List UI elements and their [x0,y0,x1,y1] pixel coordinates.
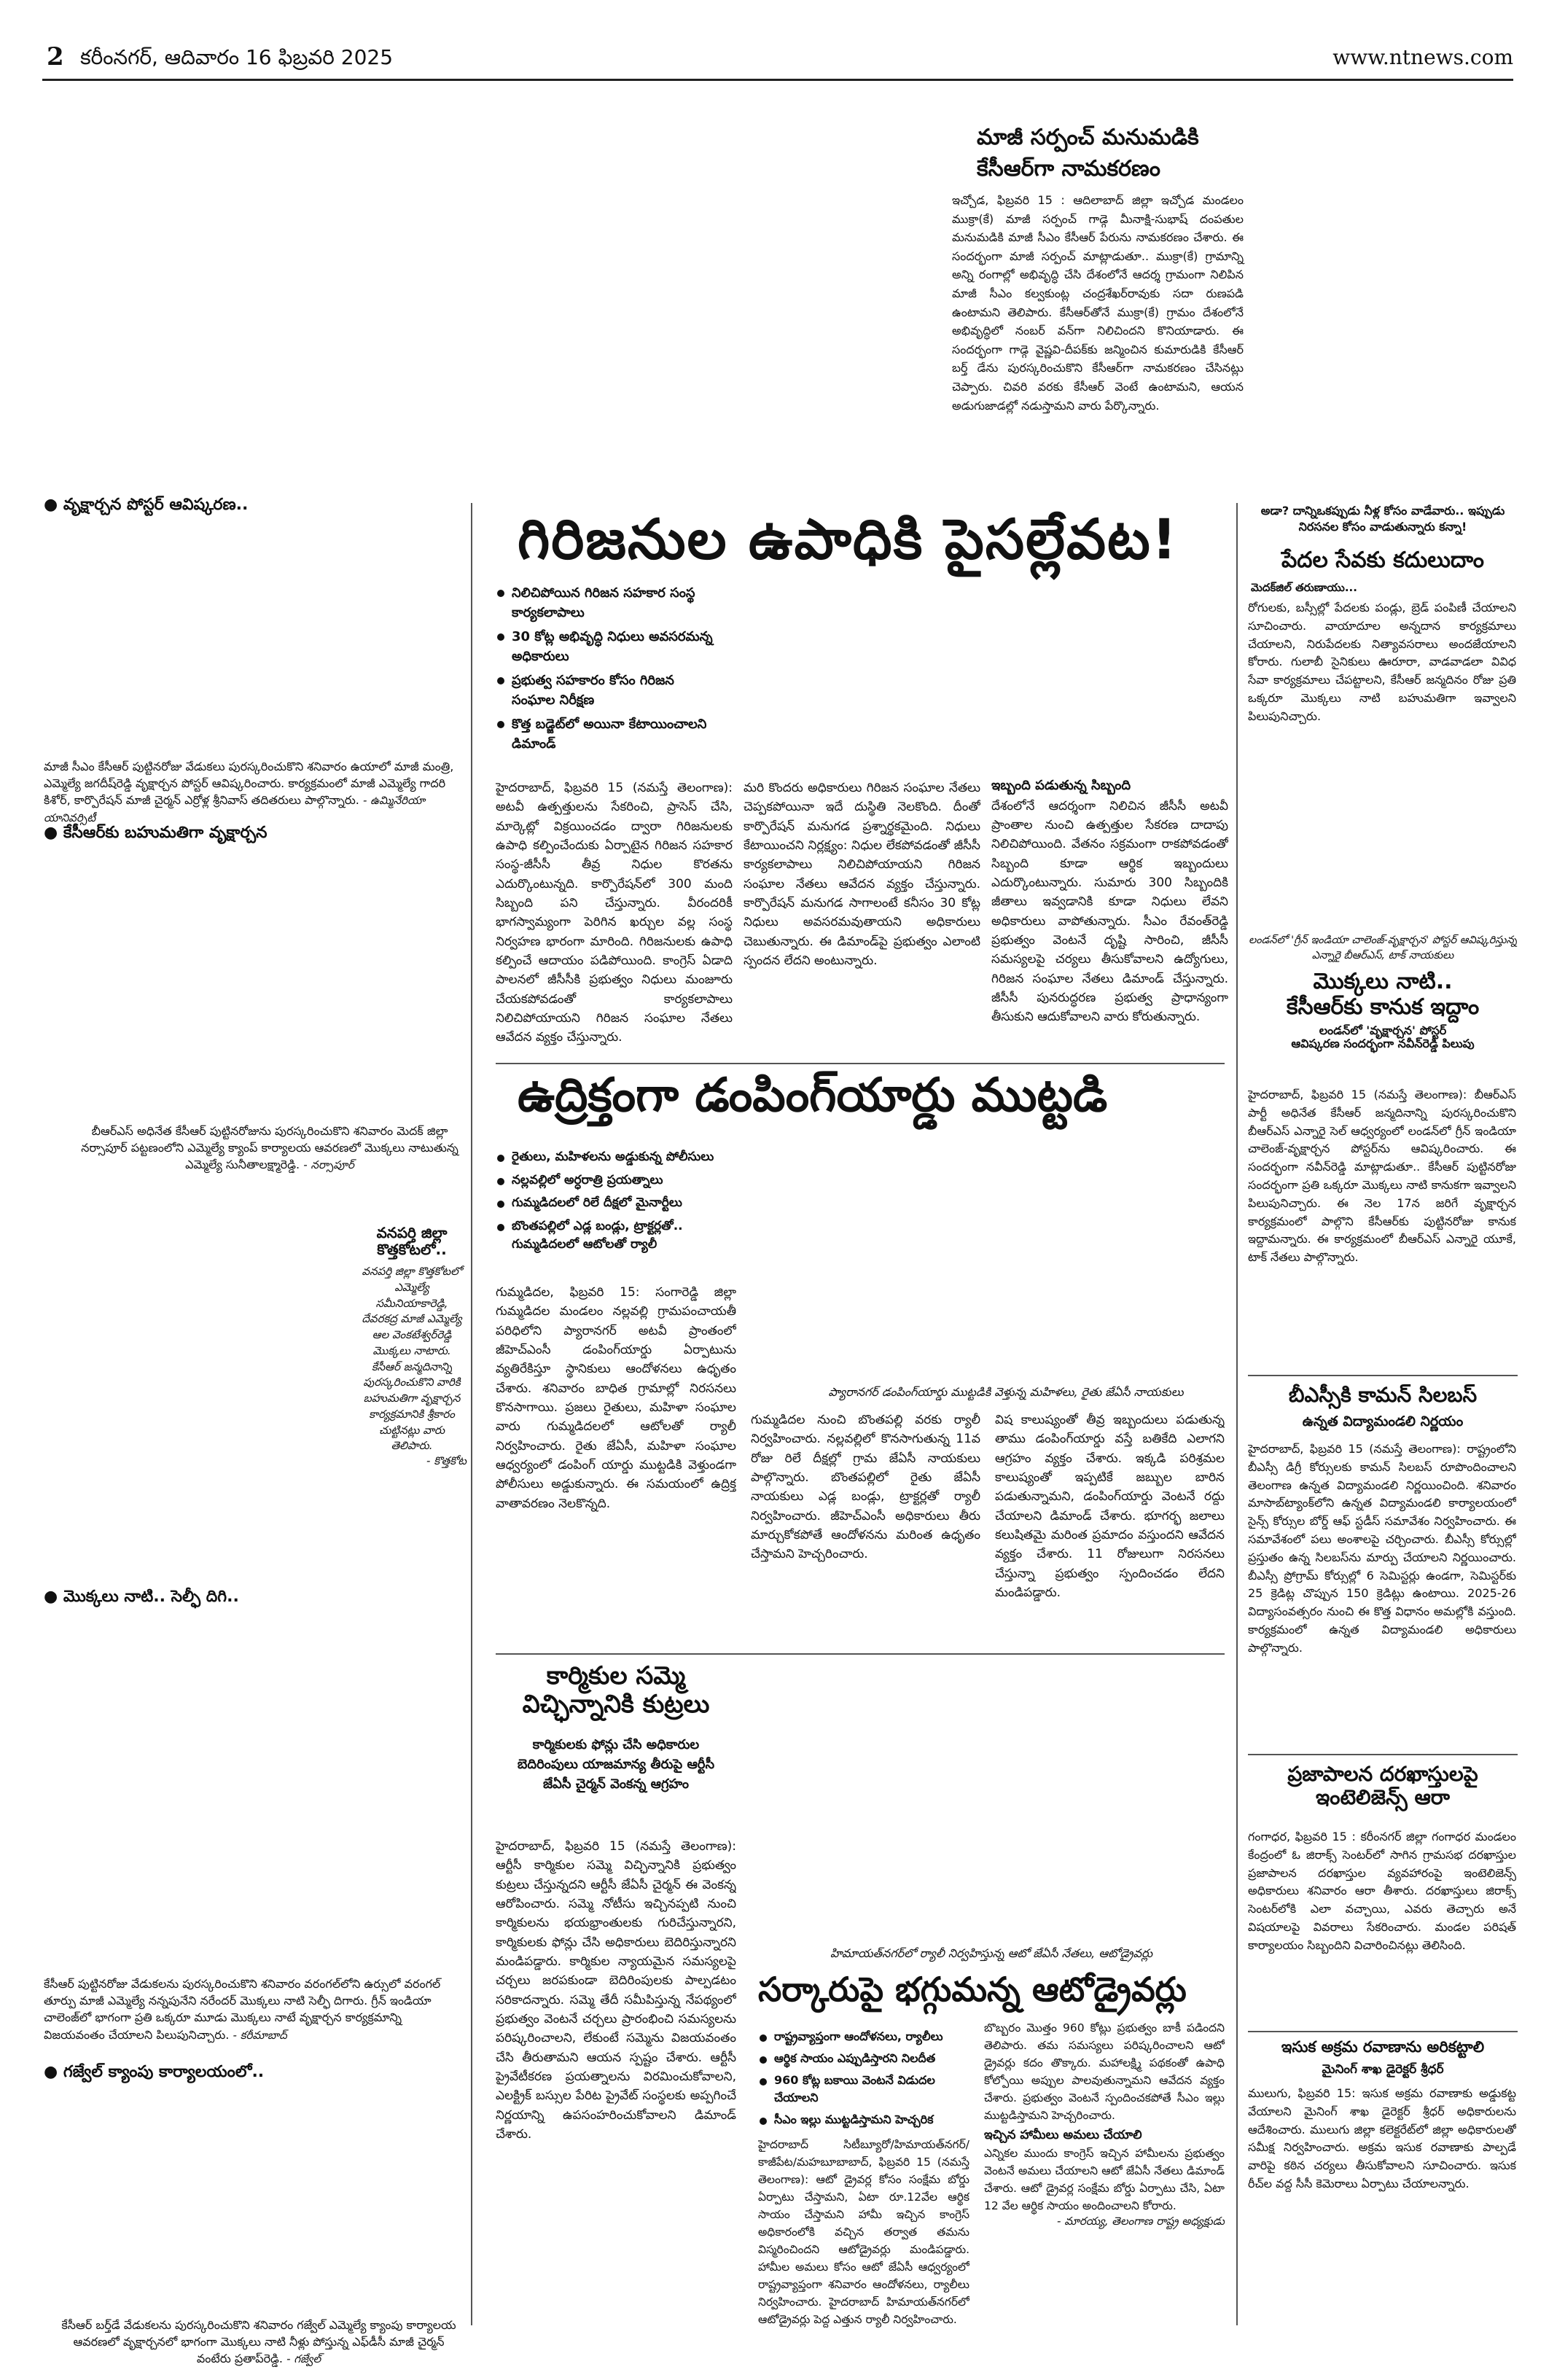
auto-bullet: ఆర్థిక సాయం ఎప్పుడిస్తారని నిలదీత [758,2050,969,2067]
right-story-4-headline-2: ఇంటెలిజెన్స్ ఆరా [1315,1785,1451,1810]
tribal-col-2-wrap [744,779,980,1056]
left-caption-1-text: మాజీ సీఎం కేసీఆర్ పుట్టినరోజు వేడుకలు పురస్కరించుకొని శనివారం ఉయాలో మాజీ మంత్రి, ఎమ్మెల్యే జగదీష్‌రెడ్డి వృక్షార్చన పోస్టర్ ఆవిష్కరించారు. కార్యక్రమంలో మాజీ ఎమ్మెల్యే గాదరి కిశోర్, కార్పొరేషన్ మాజీ చైర్మన్ ఎర్రోళ్ల శ్రీనివాస్ తదితరులు పాల్గొన్నారు. [44,760,454,808]
left-label-1: ● వృక్షార్చన పోస్టర్ ఆవిష్కరణ.. [44,496,467,518]
right-story-1-sub: మెదక్‌జిల్ తరుణాయు... [1251,581,1357,594]
auto-photo [751,1662,1225,1939]
top-story-body: ఇచ్చోడ, ఫిబ్రవరి 15 : ఆదిలాబాద్ జిల్లా ఇచ్చోడ మండలం ముక్రా(కే) మాజీ సర్పంచ్ గాడ్గె మీనాక్షి-సుభాష్ దంపతుల మనుమడికి మాజీ సీఎం కేసీఆర్ పేరును నామకరణం చేశారు. ఈ సందర్భంగా మాజీ సర్పంచ్ మాట్లాడుతూ.. ముక్రా(కే) గ్రామాన్ని అన్ని రంగాల్లో అభివృద్ధి చేసి దేశంలోనే ఆదర్శ గ్రామంగా నిలిపిన మాజీ సీఎం కల్వకుంట్ల చంద్రశేఖర్‌రావుకు సదా రుణపడి ఉంటామని తెలిపారు. కేసీఆర్‌తోనే ముక్రా(కే) గ్రామం దేశంలోనే అభివృద్ధిలో నంబర్ వన్‌గా నిలిచిందని కొనియాడారు. ఈ సందర్భంగా గాడ్గె వైష్ణవి-దీపక్‌కు జన్మించిన కుమారుడికి కేసీఆర్ బర్త్ డేను పురస్కరించుకొని కేసీఆర్‌గా నామకరణం చేసినట్లు చెప్పారు. చివరి వరకు కేసీఆర్ వెంటే ఉంటామని, ఆయన అడుగుజాడల్లో నడుస్తామని వారు పేర్కొన్నారు. [952,193,1244,413]
dumping-bullets [496,1148,736,1259]
right-story-1-headline: పేదల సేవకు కదులుదాం [1281,547,1485,573]
dumping-bottom-rule [496,1653,1225,1655]
right-rule-2 [1248,1754,1518,1755]
auto-bullet: సీఎం ఇల్లు ముట్టడిస్తామని హెచ్చరిక [758,2111,969,2129]
auto-credit: - మారయ్య, తెలంగాణ రాష్ట్ర అధ్యక్షుడు [1057,2214,1225,2228]
right-photo-1 [1248,124,1518,488]
dumping-photo-caption: ప్యారానగర్ డంపింగ్‌యార్డు ముట్టడికి వెళ్తున్న మహిళలు, రైతు జేఏసీ నాయకులు [828,1385,1184,1399]
left-credit-1: - ఉమ్మినేరియా యానివర్సిటీ [44,794,426,825]
tribal-bottom-rule [496,1063,1225,1064]
left-photo-3 [44,1203,350,1582]
left-label-4: ● గజ్వేల్ క్యాంపు కార్యాలయంలో.. [44,2063,459,2085]
right-story-2-kicker: లండన్‌లో 'గ్రీన్ ఇండియా చాలెంజ్-వృక్షార్చన' పోస్టర్ ఆవిష్కరిస్తున్న ఎన్నారై బీఆర్‌ఎస్, టాక్ నాయకులు [1249,935,1517,962]
left-photo-5 [44,2092,459,2311]
tribal-col-3-head: ఇబ్బంది పడుతున్న సిబ్బంది [991,779,1131,793]
left-caption-2-text: బీఆర్‌ఎస్ అధినేత కేసీఆర్ పుట్టినరోజును పురస్కరించుకొని శనివారం మెదక్ జిల్లా నర్సాపూర్ పట్టణంలోని ఎమ్మెల్యే క్యాంప్ కార్యాలయ ఆవరణలో మొక్కలు నాటుతున్న ఎమ్మెల్యే సునీతాలక్ష్మారెడ్డి. [81,1124,458,1172]
workers-headline [496,1662,736,1719]
right-story-4-body: గంగాధర, ఫిబ్రవరి 15 : కరీంనగర్ జిల్లా గంగాధర మండలం కేంద్రంలో ఓ జిరాక్స్ సెంటర్‌లో సాగిన గ్రామసభ దరఖాస్తుల ప్రజాపాలన దరఖాస్తుల వ్యవహారంపై ఇంటెలిజెన్స్ అధికారులు శనివారం ఆరా తీశారు. దరఖాస్తులు జిరాక్స్ సెంటర్‌లోకి ఎలా వచ్చాయి, ఎవరు తెచ్చారు అనే విషయాలపై వివరాలు సేకరించారు. మండల పరిషత్ కార్యాలయం సిబ్బందిని విచారించినట్లు తెలిసింది. [1248,1830,1516,1952]
left-caption-2 [80,1123,459,1174]
right-story-5-headline: ఇసుక అక్రమ రవాణాను అరికట్టాలి [1281,2038,1485,2056]
auto-col-2-wrap [984,2019,1225,2347]
tribal-col-3: దేశంలోనే ఆదర్శంగా నిలిచిన జీసీసీ అటవీ ప్రాంతాల నుంచి ఉత్పత్తుల సేకరణ దాదాపు నిలిచిపోయింది. వేతనం సక్రమంగా రాకపోవడంతో సిబ్బంది కూడా ఆర్థిక ఇబ్బందులు ఎదుర్కొంటున్నారు. సుమారు 300 సిబ్బందికి జీతాలు ఇవ్వడానికి కూడా నిధులు లేవని అధికారులు వాపోతున్నారు. సీఎం రేవంత్‌రెడ్డి ప్రభుత్వం వెంటనే దృష్టి సారించి, జీసీసీ సమస్యలపై చర్యలు తీసుకోవాలని ఉద్యోగులు, గిరిజన సంఘాల నేతలు డిమాండ్ చేస్తున్నారు. జీసీసీ పునరుద్ధరణ ప్రభుత్వ ప్రాధాన్యంగా తీసుకుని ఆదుకోవాలని వారు కోరుతున్నారు. [991,798,1228,1025]
auto-col-2b: ఎన్నికల ముందు కాంగ్రెస్ ఇచ్చిన హామీలను ప్రభుత్వం వెంటనే అమలు చేయాలని ఆటో జేఏసీ నేతలు డిమాండ్ చేశారు. ఆటో డ్రైవర్ల సంక్షేమ బోర్డు ఏర్పాటు చేసి, ఏటా 12 వేల ఆర్థిక సాయం అందించాలని కోరారు. [984,2146,1225,2212]
dumping-col-3: విష కాలుష్యంతో తీవ్ర ఇబ్బందులు పడుతున్న తాము డంపింగ్‌యార్డు వస్తే బతికేది ఎలాగని ఆగ్రహం వ్యక్తం చేశారు. ఇక్కడి పరిశ్రమల కాలుష్యంతో ఇప్పటికే జబ్బుల బారిన పడుతున్నామని, డంపింగ్‌యార్డు వెంటనే రద్దు చేయాలని డిమాండ్ చేశారు. భూగర్భ జలాలు కలుషితమై మరింత ప్రమాదం వస్తుందని ఆవేదన వ్యక్తం చేశారు. 11 రోజులుగా నిరసనలు చేస్తున్నా ప్రభుత్వం స్పందించడం లేదని మండిపడ్డారు. [995,1413,1225,1601]
left-sidebar-story [357,1225,467,1470]
dumping-photo [751,1144,1225,1378]
dumping-col-1: గుమ్మడిదల, ఫిబ్రవరి 15: సంగారెడ్డి జిల్లా గుమ్మడిదల మండలం నల్లవల్లి గ్రామపంచాయతీ పరిధిలోని ప్యారానగర్ అటవీ ప్రాంతంలో జీహెచ్‌ఎంసీ డంపింగ్‌యార్డు ఏర్పాటును వ్యతిరేకిస్తూ స్థానికులు ఆందోళనలు ఉధృతం చేశారు. శనివారం బాధిత గ్రామాల్లో నిరసనలు కొనసాగాయి. ప్రజలు రైతులు, మహిళా సంఘాల వారు గుమ్మడిదలలో ఆటోలతో ర్యాలీ నిర్వహించారు. రైతు జేఏసీ, మహిళా సంఘాల ఆధ్వర్యంలో డంపింగ్ యార్డు ముట్టడికి వెళ్తుండగా పోలీసులు అడ్డుకున్నారు. ఈ సమయంలో ఉద్రిక్త వాతావరణం నెలకొన్నది. [496,1285,736,1511]
left-caption-4-text: కేసీఆర్ పుట్టినరోజు వేడుకలను పురస్కరించుకొని శనివారం వరంగల్‌లోని ఉర్సులో వరంగల్ తూర్పు మాజీ ఎమ్మెల్యే నన్నపునేని నరేందర్ మొక్కలు నాటి సెల్ఫీ దిగారు. గ్రీన్ ఇండియా చాలెంజ్‌లో భాగంగా ప్రతి ఒక్కరూ మూడు మొక్కలు నాటే వృక్షార్చన కార్యక్రమాన్ని విజయవంతం చేయాలని పిలుపునిచ్చారు. [44,1977,441,2042]
left-credit-5: - గజ్వేల్ [286,2352,321,2366]
right-photo-2 [1248,751,1518,926]
workers-headline-2: విచ్ఛిన్నానికి కుట్రలు [522,1690,710,1720]
right-rule-3 [1248,2031,1518,2032]
top-story-photo [510,131,933,481]
tribal-col-2: మరి కొందరు అధికారులు గిరిజన సంఘాల నేతలు చెప్పకపోయినా ఇదే దుస్థితి నెలకొంది. దీంతో కార్పొరేషన్ మనుగడ ప్రశ్నార్థకమైంది. నిధులు కేటాయించని నిర్లక్ష్యం: నిధుల లేకపోవడంతో జీసీసీ కార్యకలాపాలు నిలిచిపోయాయని గిరిజన సంఘాల నేతలు ఆవేదన వ్యక్తం చేస్తున్నారు. కార్పొరేషన్ మనుగడ సాగాలంటే కనీసం 30 కోట్ల నిధులు అవసరమవుతాయని అధికారులు చెబుతున్నారు. ఈ డిమాండ్‌పై ప్రభుత్వం ఎలాంటి స్పందన లేదని అంటున్నారు. [744,781,980,969]
right-story-2-sub-1: లండన్‌లో 'వృక్షార్చన' పోస్టర్ [1319,1023,1447,1037]
top-story-headline-2: కేసీఆర్‌గా నామకరణం [977,155,1160,182]
tribal-bullet: 30 కోట్ల అభివృద్ధి నిధులు అవసరమన్న అధికారులు [496,627,714,666]
left-label-2: ● కేసీఆర్‌కు బహుమతిగా వృక్షార్చన [44,824,459,846]
dumping-bullet: గుమ్మడిదలలో రిలే దీక్షలో మైనార్టీలు [496,1194,736,1213]
right-story-2-headline [1248,969,1518,1051]
left-credit-2: - నర్సాపూర్ [303,1158,354,1172]
left-caption-4 [44,1975,459,2043]
left-caption-1 [44,758,459,827]
right-story-2-headline-1: మొక్కలు నాటి.. [1313,969,1453,994]
left-caption-3: వనపర్తి జిల్లా కొత్తకోటలో ఎమ్మెల్యే సమీనియాకారెడ్డి, దేవరకద్ర మాజీ ఎమ్మెల్యే ఆల వెంకటేశ్వర్‌రెడ్డి మొక్కలు నాటారు. కేసీఆర్ జన్మదినాన్ని పురస్కరించుకొని వారికి బహుమతిగా వృక్షార్చన కార్యక్రమానికి శ్రీకారం చుట్టినట్లు వారు తెలిపారు. [362,1265,462,1453]
left-subhead-2: కొత్తకోటలో.. [377,1241,447,1258]
column-rule-left [471,503,472,2325]
auto-subhead: ఇచ్చిన హామీలు అమలు చేయాలి [984,2128,1142,2143]
right-story-4-headline-1: ప్రజాపాలన దరఖాస్తులపై [1287,1762,1478,1786]
workers-deck: కార్మికులకు ఫోన్లు చేసి అధికారుల బెదిరింపులు యాజమాన్య తీరుపై ఆర్టీసీ జేఏసీ చైర్మన్ వెంకన్న ఆగ్రహం [517,1737,715,1792]
left-photo-2 [44,853,459,1115]
header-rule [42,79,1513,81]
auto-bullet: 960 కోట్ల బకాయి వెంటనే విడుదల చేయాలని [758,2072,969,2107]
site-url[interactable]: www.ntnews.com [1332,45,1513,69]
auto-bullet: రాష్ట్రవ్యాప్తంగా ఆందోళనలు, ర్యాలీలు [758,2028,969,2045]
tribal-bullet: నిలిచిపోయిన గిరిజన సహకార సంస్థ కార్యకలాపాలు [496,583,714,623]
auto-col-2: బొబ్బరం మొత్తం 960 కోట్లు ప్రభుత్వం బాకీ పడిందని తెలిపారు. తమ సమస్యలు పరిష్కరించాలని ఆటో డ్రైవర్లు కదం తొక్కారు. మహాలక్ష్మి పథకంతో ఉపాధి కోల్పోయి అప్పుల పాలవుతున్నామని ఆవేదన వ్యక్తం చేశారు. ప్రభుత్వం వెంటనే స్పందించకపోతే సీఎం ఇల్లు ముట్టడిస్తామని హెచ్చరించారు. [984,2021,1225,2123]
auto-bullets [758,2028,969,2133]
right-rule-1 [1248,1375,1518,1376]
dumping-headline: ఉద్రిక్తంగా డంపింగ్‌యార్డు ముట్టడి [518,1069,1108,1123]
column-rule-right [1236,503,1238,2325]
left-photo-1 [44,532,459,751]
left-caption-5 [58,2317,459,2368]
page-number: 2 [47,42,64,71]
right-story-2-sub-2: ఆవిష్కరణ సందర్భంగా నవీన్‌రెడ్డి పిలుపు [1291,1037,1475,1051]
tribal-bullet: కొత్త బడ్జెట్‌లో అయినా కేటాయించాలని డిమాండ్ [496,714,714,754]
left-photo-4 [44,1618,459,1968]
left-column [44,496,467,518]
top-story-headline-1: మాజీ సర్పంచ్ మనుమడికి [977,125,1199,150]
right-story-3-headline: బీఎస్సీకి కామన్ సిలబస్ [1288,1383,1478,1407]
tribal-col-1: హైదరాబాద్, ఫిబ్రవరి 15 (నమస్తే తెలంగాణ): అటవీ ఉత్పత్తులను సేకరించి, ప్రాసెస్ చేసి, మార్కెట్లో విక్రయించడం ద్వారా గిరిజనులకు ఉపాధి కల్పించేందుకు ఏర్పాటైన గిరిజన సహకార సంస్థ-జీసీసీ తీవ్ర నిధుల కొరతను ఎదుర్కొంటున్నది. కార్పొరేషన్‌లో 300 మంది సిబ్బంది పని చేస్తున్నారు. వీరందరికీ భాగస్వామ్యంగా పెరిగిన ఖర్చుల వల్ల సంస్థ నిర్వహణ భారంగా మారింది. గిరిజనులకు ఉపాధి కల్పించే ఆదాయం పడిపోయింది. కాంగ్రెస్ ఏడాది పాలనలో జీసీసీకి ప్రభుత్వం నిధులు మంజూరు చేయకపోవడంతో కార్యకలాపాలు నిలిచిపోయాయని గిరిజన సంఘాల నేతలు ఆవేదన వ్యక్తం చేస్తున్నారు. [496,781,733,1045]
left-caption-5-text: కేసీఆర్ బర్త్‌డే వేడుకలను పురస్కరించుకొని శనివారం గజ్వేల్ ఎమ్మెల్యే క్యాంపు కార్యాలయ ఆవరణలో వృక్షార్చనలో భాగంగా మొక్కలు నాటి నీళ్లు పోస్తున్న ఎఫ్‌డీసీ మాజీ చైర్మన్ వంటేరు ప్రతాప్‌రెడ్డి. [61,2318,456,2366]
right-kicker: అడా? దాన్నిఒకప్పుడు నీళ్ల కోసం వాడేవారు.. ఇప్పుడు నిరసనల కోసం వాడుతున్నారు కన్నా! [1260,504,1505,534]
workers-headline-1: కార్మికుల సమ్మె [546,1661,686,1690]
right-story-2-headline-2: కేసీఆర్‌కు కానుక ఇద్దాం [1286,994,1480,1020]
left-credit-4: - కరీమాబాద్ [233,2028,287,2042]
right-story-4-headline [1248,1763,1518,1809]
dateline: కరీంనగర్, ఆదివారం 16 ఫిబ్రవరి 2025 [80,45,394,69]
dumping-col-2: గుమ్మడిదల నుంచి బొంతపల్లి వరకు ర్యాలీ నిర్వహించారు. నల్లవల్లిలో కొనసాగుతున్న 11వ రోజు రిలే దీక్షల్లో గ్రామ జేఏసీ నాయకులు పాల్గొన్నారు. బొంతపల్లిలో రైతు జేఏసీ నాయకులు ఎడ్ల బండ్లు, ట్రాక్టర్లతో ర్యాలీ నిర్వహించారు. జీహెచ్‌ఎంసీ అధికారులు తీరు మార్చుకోకపోతే ఆందోళనను మరింత ఉధృతం చేస్తామని హెచ్చరించారు. [751,1413,980,1562]
left-credit-3: - కొత్తకోట [426,1454,467,1467]
right-story-1-body: రోగులకు, బస్సీల్లో పేదలకు పండ్లు, బ్రెడ్ పంపిణీ చేయాలని సూచించారు. వాయాదూల అన్నదాన కార్యక్రమాలు చేయాలని, నిరుపేదలకు నిత్యావసరాలు అందజేయాలని కోరారు. గులాబీ సైనికులు ఊరూరా, వాడవాడలా వివిధ సేవా కార్యక్రమాలు చేపట్టాలని, కేసీఆర్ జన్మదినం రోజు ప్రతి ఒక్కరూ మొక్కలు నాటి బహుమతిగా ఇవ్వాలని పిలుపునిచ్చారు. [1248,601,1516,723]
right-story-3-sub: ఉన్నత విద్యామండలి నిర్ణయం [1302,1413,1464,1429]
tribal-photo [729,583,1225,773]
auto-headline: సర్కారుపై భగ్గుమన్న ఆటోడ్రైవర్లు [758,1970,1187,2009]
auto-photo-caption: హిమాయత్‌నగర్‌లో ర్యాలీ నిర్వహిస్తున్న ఆటో జేఏసీ నేతలు, ఆటోడ్రైవర్లు [830,1946,1153,1960]
tribal-bullet: ప్రభుత్వ సహకారం కోసం గిరిజన సంఘాల నిరీక్షణ [496,671,714,710]
right-story-2-body: హైదరాబాద్, ఫిబ్రవరి 15 (నమస్తే తెలంగాణ): బీఆర్‌ఎస్ పార్టీ అధినేత కేసీఆర్ జన్మదినాన్ని పురస్కరించుకొని బీఆర్‌ఎస్ ఎన్నారై సెల్ ఆధ్వర్యంలో లండన్‌లో గ్రీన్ ఇండియా చాలెంజ్-వృక్షార్చన పోస్టర్‌ను ఆవిష్కరించారు. ఈ సందర్భంగా నవీన్‌రెడ్డి మాట్లాడుతూ.. కేసీఆర్ పుట్టినరోజు సందర్భంగా ప్రతి ఒక్కరూ మొక్కలు నాటి కానుకగా ఇవ్వాలని పిలుపునిచ్చారు. ఈ నెల 17న జరిగే వృక్షార్చన కార్యక్రమంలో పాల్గొని కేసీఆర్‌కు పుట్టినరోజు కానుక ఇద్దామన్నారు. ఈ కార్యక్రమంలో బీఆర్‌ఎస్ ఎన్నారై యూకే, టాక్ నేతలు పాల్గొన్నారు. [1248,1088,1516,1265]
top-story [977,125,1268,182]
left-subhead-1: వనపర్తి జిల్లా [376,1224,448,1241]
auto-col-1: హైదరాబాద్ సిటీబ్యూరో/హిమాయత్‌నగర్/కాజీపేట/మహబూబాబాద్, ఫిబ్రవరి 15 (నమస్తే తెలంగాణ): ఆటో డ్రైవర్ల కోసం సంక్షేమ బోర్డు ఏర్పాటు చేస్తామని, ఏటా రూ.12వేల ఆర్థిక సాయం చేస్తామని హామీ ఇచ్చిన కాంగ్రెస్ అధికారంలోకి వచ్చిన తర్వాత తమను విస్మరించిందని ఆటోడ్రైవర్లు మండిపడ్డారు. హామీల అమలు కోసం ఆటో జేఏసీ ఆధ్వర్యంలో రాష్ట్రవ్యాప్తంగా శనివారం ఆందోళనలు, ర్యాలీలు నిర్వహించారు. హైదరాబాద్ హిమాయత్‌నగర్‌లో ఆటోడ్రైవర్లు పెద్ద ఎత్తున ర్యాలీ నిర్వహించారు. [758,2138,969,2327]
right-story-5-body: ములుగు, ఫిబ్రవరి 15: ఇసుక అక్రమ రవాణాకు అడ్డుకట్ట వేయాలని మైనింగ్ శాఖ డైరెక్టర్ శ్రీధర్ అధికారులను ఆదేశించారు. ములుగు జిల్లా కలెక్టరేట్‌లో జిల్లా అధికారులతో సమీక్ష నిర్వహించారు. అక్రమ ఇసుక రవాణాకు పాల్పడే వారిపై కఠిన చర్యలు తీసుకోవాలని సూచించారు. ఇసుక రీచ్‌ల వద్ద సీసీ కెమెరాలు ఏర్పాటు చేయాలన్నారు. [1248,2086,1516,2190]
dumping-bullet: బొంతపల్లిలో ఎడ్ల బండ్లు, ట్రాక్టర్లతో.. గుమ్మడిదలలో ఆటోలతో ర్యాలీ [496,1217,736,1255]
tribal-headline: గిరిజనుల ఉపాధికి పైసల్లేవట! [518,507,1179,571]
right-story-5-sub: మైనింగ్ శాఖ డైరెక్టర్ శ్రీధర్ [1322,2062,1444,2077]
right-story-3-body: హైదరాబాద్, ఫిబ్రవరి 15 (నమస్తే తెలంగాణ): రాష్ట్రంలోని బీఎస్సీ డిగ్రీ కోర్సులకు కామన్ సిలబస్ రూపొందించాలని తెలంగాణ ఉన్నత విద్యామండలి నిర్ణయించింది. శనివారం మాసాబ్‌ట్యాంక్‌లోని ఉన్నత విద్యామండలి కార్యాలయంలో సైన్స్ కోర్సుల బోర్డ్ ఆఫ్ స్టడీస్ సమావేశం నిర్వహించారు. ఈ సమావేశంలో పలు అంశాలపై చర్చించారు. బీఎస్సీ కోర్సుల్లో ప్రస్తుతం ఉన్న సిలబస్‌ను మార్పు చేయాలని నిర్ణయించారు. బీఎస్సీ ప్రోగ్రామ్ కోర్సుల్లో 6 సెమిస్టర్లు ఉండగా, సెమిస్టర్‌కు 25 క్రెడిట్ల చొప్పున 150 క్రెడిట్లు ఉంటాయి. 2025-26 విద్యాసంవత్సరం నుంచి ఈ కొత్త విధానం అమల్లోకి వస్తుంది. కార్యక్రమంలో ఉన్నత విద్యామండలి అధికారులు పాల్గొన్నారు. [1248,1442,1516,1655]
dumping-bullet: నల్లవల్లిలో అర్ధరాత్రి ప్రయత్నాలు [496,1171,736,1190]
tribal-bullets [496,583,714,758]
tribal-col-3-wrap [991,779,1228,1056]
workers-body: హైదరాబాద్, ఫిబ్రవరి 15 (నమస్తే తెలంగాణ): ఆర్టీసీ కార్మికుల సమ్మె విచ్ఛిన్నానికి ప్రభుత్వం కుట్రలు చేస్తున్నదని ఆర్టీసీ జేఏసీ చైర్మన్ ఈ వెంకన్న ఆరోపించారు. సమ్మె నోటీసు ఇచ్చినప్పటి నుంచి కార్మికులను భయభ్రాంతులకు గురిచేస్తున్నారని, కార్మికులకు ఫోన్లు చేసి అధికారులు బెదిరిస్తున్నారని మండిపడ్డారు. కార్మికుల న్యాయమైన సమస్యలపై చర్చలు జరపకుండా బెదిరింపులకు పాల్పడటం సరికాదన్నారు. సమ్మె తేదీ సమీపిస్తున్న నేపథ్యంలో ప్రభుత్వం వెంటనే చర్చలు ప్రారంభించి సమస్యలను పరిష్కరించాలని, లేకుంటే సమ్మెను విజయవంతం చేసి తీరుతామని ఆయన స్పష్టం చేశారు. ఆర్టీసీ ప్రైవేటీకరణ ప్రయత్నాలను విరమించుకోవాలని, ఎలక్ట్రిక్ బస్సుల పేరిట ప్రైవేట్ సంస్థలకు అప్పగించే నిర్ణయాన్ని ఉపసంహరించుకోవాలని డిమాండ్ చేశారు. [496,1839,736,2142]
dumping-bullet: రైతులు, మహిళలను అడ్డుకున్న పోలీసులు [496,1148,736,1167]
left-label-3: ● మొక్కలు నాటి.. సెల్ఫీ దిగి.. [44,1588,459,1610]
